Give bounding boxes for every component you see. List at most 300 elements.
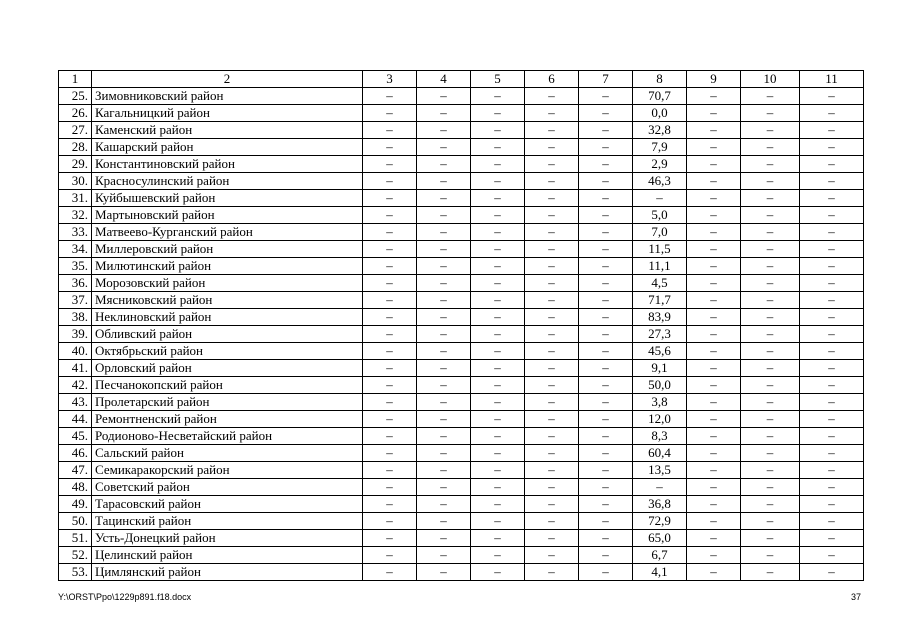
value-cell-col-4: – bbox=[417, 377, 471, 394]
table-row bbox=[59, 156, 864, 173]
value-cell-col-3: – bbox=[363, 445, 417, 462]
value-cell-col-8: 4,5 bbox=[633, 275, 687, 292]
value-cell-col-8: – bbox=[633, 479, 687, 496]
table-row bbox=[59, 377, 864, 394]
value-cell-col-8: 0,0 bbox=[633, 105, 687, 122]
value-cell-col-8: 32,8 bbox=[633, 122, 687, 139]
row-number-cell: 41. bbox=[59, 360, 92, 377]
value-cell-col-8: 65,0 bbox=[633, 530, 687, 547]
value-cell-col-5: – bbox=[471, 530, 525, 547]
value-cell-col-8: 72,9 bbox=[633, 513, 687, 530]
value-cell-col-9: – bbox=[687, 207, 741, 224]
table-row bbox=[59, 547, 864, 564]
value-cell-col-4: – bbox=[417, 224, 471, 241]
table-row bbox=[59, 360, 864, 377]
value-cell-col-11: – bbox=[800, 445, 864, 462]
value-cell-col-10: – bbox=[741, 428, 800, 445]
header-cell-9: 9 bbox=[687, 71, 741, 88]
row-number-cell: 36. bbox=[59, 275, 92, 292]
value-cell-col-9: – bbox=[687, 360, 741, 377]
value-cell-col-9: – bbox=[687, 88, 741, 105]
table-row bbox=[59, 530, 864, 547]
district-name-cell: Мясниковский район bbox=[92, 292, 363, 309]
row-number-cell: 35. bbox=[59, 258, 92, 275]
value-cell-col-3: – bbox=[363, 377, 417, 394]
value-cell-col-10: – bbox=[741, 275, 800, 292]
district-name-cell: Ремонтненский район bbox=[92, 411, 363, 428]
row-number-cell: 46. bbox=[59, 445, 92, 462]
table-row bbox=[59, 105, 864, 122]
value-cell-col-5: – bbox=[471, 190, 525, 207]
value-cell-col-6: – bbox=[525, 462, 579, 479]
value-cell-col-7: – bbox=[579, 88, 633, 105]
value-cell-col-3: – bbox=[363, 530, 417, 547]
value-cell-col-5: – bbox=[471, 496, 525, 513]
footer-page-number: 37 bbox=[850, 592, 861, 602]
value-cell-col-4: – bbox=[417, 496, 471, 513]
value-cell-col-11: – bbox=[800, 547, 864, 564]
value-cell-col-9: – bbox=[687, 496, 741, 513]
value-cell-col-9: – bbox=[687, 411, 741, 428]
value-cell-col-7: – bbox=[579, 411, 633, 428]
district-name-cell: Каменский район bbox=[92, 122, 363, 139]
value-cell-col-11: – bbox=[800, 360, 864, 377]
value-cell-col-6: – bbox=[525, 309, 579, 326]
district-name-cell: Родионово-Несветайский район bbox=[92, 428, 363, 445]
value-cell-col-11: – bbox=[800, 275, 864, 292]
value-cell-col-5: – bbox=[471, 309, 525, 326]
table-row bbox=[59, 326, 864, 343]
value-cell-col-5: – bbox=[471, 479, 525, 496]
district-name-cell: Обливский район bbox=[92, 326, 363, 343]
table-row bbox=[59, 275, 864, 292]
value-cell-col-11: – bbox=[800, 207, 864, 224]
value-cell-col-9: – bbox=[687, 530, 741, 547]
value-cell-col-3: – bbox=[363, 513, 417, 530]
district-name-cell: Зимовниковский район bbox=[92, 88, 363, 105]
value-cell-col-10: – bbox=[741, 496, 800, 513]
value-cell-col-9: – bbox=[687, 377, 741, 394]
district-name-cell: Милютинский район bbox=[92, 258, 363, 275]
value-cell-col-4: – bbox=[417, 479, 471, 496]
district-name-cell: Октябрьский район bbox=[92, 343, 363, 360]
value-cell-col-3: – bbox=[363, 428, 417, 445]
value-cell-col-9: – bbox=[687, 513, 741, 530]
value-cell-col-6: – bbox=[525, 139, 579, 156]
value-cell-col-11: – bbox=[800, 479, 864, 496]
value-cell-col-3: – bbox=[363, 122, 417, 139]
table-row bbox=[59, 462, 864, 479]
value-cell-col-5: – bbox=[471, 513, 525, 530]
value-cell-col-9: – bbox=[687, 309, 741, 326]
header-cell-8: 8 bbox=[633, 71, 687, 88]
value-cell-col-9: – bbox=[687, 564, 741, 581]
header-cell-4: 4 bbox=[417, 71, 471, 88]
value-cell-col-6: – bbox=[525, 224, 579, 241]
value-cell-col-4: – bbox=[417, 343, 471, 360]
value-cell-col-8: 45,6 bbox=[633, 343, 687, 360]
value-cell-col-5: – bbox=[471, 156, 525, 173]
value-cell-col-9: – bbox=[687, 428, 741, 445]
value-cell-col-10: – bbox=[741, 547, 800, 564]
value-cell-col-4: – bbox=[417, 411, 471, 428]
value-cell-col-6: – bbox=[525, 88, 579, 105]
row-number-cell: 53. bbox=[59, 564, 92, 581]
table-row bbox=[59, 292, 864, 309]
row-number-cell: 33. bbox=[59, 224, 92, 241]
value-cell-col-11: – bbox=[800, 377, 864, 394]
value-cell-col-3: – bbox=[363, 207, 417, 224]
value-cell-col-3: – bbox=[363, 156, 417, 173]
value-cell-col-5: – bbox=[471, 173, 525, 190]
value-cell-col-10: – bbox=[741, 564, 800, 581]
table-row bbox=[59, 207, 864, 224]
table-row bbox=[59, 479, 864, 496]
header-cell-11: 11 bbox=[800, 71, 864, 88]
value-cell-col-4: – bbox=[417, 428, 471, 445]
value-cell-col-6: – bbox=[525, 428, 579, 445]
value-cell-col-6: – bbox=[525, 122, 579, 139]
value-cell-col-10: – bbox=[741, 139, 800, 156]
row-number-cell: 45. bbox=[59, 428, 92, 445]
value-cell-col-9: – bbox=[687, 275, 741, 292]
district-name-cell: Советский район bbox=[92, 479, 363, 496]
value-cell-col-5: – bbox=[471, 360, 525, 377]
value-cell-col-5: – bbox=[471, 564, 525, 581]
row-number-cell: 26. bbox=[59, 105, 92, 122]
district-name-cell: Целинский район bbox=[92, 547, 363, 564]
header-cell-6: 6 bbox=[525, 71, 579, 88]
row-number-cell: 51. bbox=[59, 530, 92, 547]
value-cell-col-3: – bbox=[363, 479, 417, 496]
value-cell-col-5: – bbox=[471, 394, 525, 411]
value-cell-col-10: – bbox=[741, 190, 800, 207]
value-cell-col-5: – bbox=[471, 241, 525, 258]
row-number-cell: 34. bbox=[59, 241, 92, 258]
value-cell-col-9: – bbox=[687, 258, 741, 275]
row-number-cell: 50. bbox=[59, 513, 92, 530]
value-cell-col-3: – bbox=[363, 343, 417, 360]
row-number-cell: 44. bbox=[59, 411, 92, 428]
value-cell-col-7: – bbox=[579, 224, 633, 241]
value-cell-col-3: – bbox=[363, 292, 417, 309]
district-name-cell: Константиновский район bbox=[92, 156, 363, 173]
value-cell-col-6: – bbox=[525, 411, 579, 428]
value-cell-col-4: – bbox=[417, 360, 471, 377]
row-number-cell: 42. bbox=[59, 377, 92, 394]
header-cell-7: 7 bbox=[579, 71, 633, 88]
row-number-cell: 52. bbox=[59, 547, 92, 564]
row-number-cell: 47. bbox=[59, 462, 92, 479]
row-number-cell: 48. bbox=[59, 479, 92, 496]
value-cell-col-11: – bbox=[800, 190, 864, 207]
value-cell-col-8: 3,8 bbox=[633, 394, 687, 411]
value-cell-col-8: 7,0 bbox=[633, 224, 687, 241]
value-cell-col-4: – bbox=[417, 241, 471, 258]
table-row bbox=[59, 343, 864, 360]
value-cell-col-7: – bbox=[579, 309, 633, 326]
table-body bbox=[59, 71, 864, 581]
value-cell-col-8: 83,9 bbox=[633, 309, 687, 326]
value-cell-col-8: 13,5 bbox=[633, 462, 687, 479]
value-cell-col-10: – bbox=[741, 343, 800, 360]
header-cell-10: 10 bbox=[741, 71, 800, 88]
district-name-cell: Тарасовский район bbox=[92, 496, 363, 513]
value-cell-col-8: 9,1 bbox=[633, 360, 687, 377]
value-cell-col-7: – bbox=[579, 496, 633, 513]
value-cell-col-6: – bbox=[525, 394, 579, 411]
district-name-cell: Сальский район bbox=[92, 445, 363, 462]
header-cell-2: 2 bbox=[92, 71, 363, 88]
value-cell-col-10: – bbox=[741, 360, 800, 377]
value-cell-col-8: 60,4 bbox=[633, 445, 687, 462]
value-cell-col-11: – bbox=[800, 326, 864, 343]
value-cell-col-8: 6,7 bbox=[633, 547, 687, 564]
table-row bbox=[59, 411, 864, 428]
value-cell-col-6: – bbox=[525, 547, 579, 564]
row-number-cell: 49. bbox=[59, 496, 92, 513]
table-row bbox=[59, 258, 864, 275]
value-cell-col-3: – bbox=[363, 360, 417, 377]
value-cell-col-11: – bbox=[800, 496, 864, 513]
value-cell-col-11: – bbox=[800, 224, 864, 241]
table-row bbox=[59, 564, 864, 581]
value-cell-col-8: 8,3 bbox=[633, 428, 687, 445]
value-cell-col-7: – bbox=[579, 547, 633, 564]
value-cell-col-7: – bbox=[579, 156, 633, 173]
value-cell-col-6: – bbox=[525, 479, 579, 496]
value-cell-col-11: – bbox=[800, 309, 864, 326]
value-cell-col-4: – bbox=[417, 547, 471, 564]
value-cell-col-8: 4,1 bbox=[633, 564, 687, 581]
district-name-cell: Семикаракорский район bbox=[92, 462, 363, 479]
value-cell-col-10: – bbox=[741, 292, 800, 309]
value-cell-col-11: – bbox=[800, 156, 864, 173]
value-cell-col-5: – bbox=[471, 343, 525, 360]
row-number-cell: 25. bbox=[59, 88, 92, 105]
row-number-cell: 40. bbox=[59, 343, 92, 360]
value-cell-col-10: – bbox=[741, 173, 800, 190]
value-cell-col-5: – bbox=[471, 445, 525, 462]
value-cell-col-10: – bbox=[741, 479, 800, 496]
header-cell-1: 1 bbox=[59, 71, 92, 88]
value-cell-col-10: – bbox=[741, 377, 800, 394]
value-cell-col-10: – bbox=[741, 326, 800, 343]
table-row bbox=[59, 241, 864, 258]
value-cell-col-11: – bbox=[800, 241, 864, 258]
value-cell-col-7: – bbox=[579, 445, 633, 462]
value-cell-col-11: – bbox=[800, 292, 864, 309]
value-cell-col-11: – bbox=[800, 394, 864, 411]
value-cell-col-6: – bbox=[525, 156, 579, 173]
value-cell-col-3: – bbox=[363, 309, 417, 326]
value-cell-col-10: – bbox=[741, 445, 800, 462]
value-cell-col-4: – bbox=[417, 309, 471, 326]
value-cell-col-6: – bbox=[525, 445, 579, 462]
row-number-cell: 31. bbox=[59, 190, 92, 207]
row-number-cell: 32. bbox=[59, 207, 92, 224]
value-cell-col-5: – bbox=[471, 88, 525, 105]
value-cell-col-7: – bbox=[579, 139, 633, 156]
district-name-cell: Кагальницкий район bbox=[92, 105, 363, 122]
table-row bbox=[59, 428, 864, 445]
table-row bbox=[59, 445, 864, 462]
value-cell-col-5: – bbox=[471, 462, 525, 479]
value-cell-col-3: – bbox=[363, 564, 417, 581]
table-row bbox=[59, 394, 864, 411]
value-cell-col-3: – bbox=[363, 224, 417, 241]
value-cell-col-4: – bbox=[417, 122, 471, 139]
value-cell-col-6: – bbox=[525, 173, 579, 190]
value-cell-col-3: – bbox=[363, 258, 417, 275]
value-cell-col-5: – bbox=[471, 122, 525, 139]
value-cell-col-5: – bbox=[471, 292, 525, 309]
value-cell-col-3: – bbox=[363, 496, 417, 513]
table-header-row bbox=[59, 71, 864, 88]
value-cell-col-7: – bbox=[579, 479, 633, 496]
value-cell-col-3: – bbox=[363, 105, 417, 122]
row-number-cell: 38. bbox=[59, 309, 92, 326]
value-cell-col-6: – bbox=[525, 326, 579, 343]
value-cell-col-11: – bbox=[800, 428, 864, 445]
value-cell-col-4: – bbox=[417, 207, 471, 224]
value-cell-col-8: 2,9 bbox=[633, 156, 687, 173]
value-cell-col-7: – bbox=[579, 207, 633, 224]
value-cell-col-9: – bbox=[687, 479, 741, 496]
table-row bbox=[59, 122, 864, 139]
table-row bbox=[59, 173, 864, 190]
district-name-cell: Мартыновский район bbox=[92, 207, 363, 224]
value-cell-col-9: – bbox=[687, 224, 741, 241]
value-cell-col-5: – bbox=[471, 224, 525, 241]
row-number-cell: 43. bbox=[59, 394, 92, 411]
value-cell-col-4: – bbox=[417, 258, 471, 275]
value-cell-col-4: – bbox=[417, 530, 471, 547]
value-cell-col-11: – bbox=[800, 343, 864, 360]
value-cell-col-4: – bbox=[417, 156, 471, 173]
value-cell-col-7: – bbox=[579, 190, 633, 207]
value-cell-col-6: – bbox=[525, 377, 579, 394]
value-cell-col-6: – bbox=[525, 207, 579, 224]
value-cell-col-9: – bbox=[687, 326, 741, 343]
value-cell-col-11: – bbox=[800, 564, 864, 581]
value-cell-col-5: – bbox=[471, 105, 525, 122]
value-cell-col-6: – bbox=[525, 241, 579, 258]
value-cell-col-9: – bbox=[687, 292, 741, 309]
value-cell-col-4: – bbox=[417, 445, 471, 462]
district-name-cell: Цимлянский район bbox=[92, 564, 363, 581]
value-cell-col-10: – bbox=[741, 207, 800, 224]
value-cell-col-7: – bbox=[579, 241, 633, 258]
value-cell-col-8: 70,7 bbox=[633, 88, 687, 105]
value-cell-col-8: 36,8 bbox=[633, 496, 687, 513]
value-cell-col-5: – bbox=[471, 377, 525, 394]
value-cell-col-7: – bbox=[579, 343, 633, 360]
value-cell-col-8: 71,7 bbox=[633, 292, 687, 309]
value-cell-col-10: – bbox=[741, 241, 800, 258]
value-cell-col-8: – bbox=[633, 190, 687, 207]
value-cell-col-6: – bbox=[525, 343, 579, 360]
district-name-cell: Кашарский район bbox=[92, 139, 363, 156]
value-cell-col-11: – bbox=[800, 513, 864, 530]
value-cell-col-10: – bbox=[741, 513, 800, 530]
value-cell-col-8: 11,1 bbox=[633, 258, 687, 275]
value-cell-col-9: – bbox=[687, 122, 741, 139]
value-cell-col-3: – bbox=[363, 173, 417, 190]
value-cell-col-10: – bbox=[741, 462, 800, 479]
value-cell-col-3: – bbox=[363, 190, 417, 207]
value-cell-col-10: – bbox=[741, 309, 800, 326]
value-cell-col-5: – bbox=[471, 258, 525, 275]
value-cell-col-10: – bbox=[741, 88, 800, 105]
value-cell-col-6: – bbox=[525, 496, 579, 513]
value-cell-col-5: – bbox=[471, 428, 525, 445]
value-cell-col-7: – bbox=[579, 513, 633, 530]
table-row bbox=[59, 496, 864, 513]
value-cell-col-4: – bbox=[417, 139, 471, 156]
value-cell-col-7: – bbox=[579, 377, 633, 394]
value-cell-col-9: – bbox=[687, 462, 741, 479]
footer-file-path: Y:\ORST\Ppo\1229p891.f18.docx bbox=[58, 592, 192, 602]
value-cell-col-11: – bbox=[800, 530, 864, 547]
value-cell-col-3: – bbox=[363, 326, 417, 343]
district-name-cell: Тацинский район bbox=[92, 513, 363, 530]
district-name-cell: Орловский район bbox=[92, 360, 363, 377]
value-cell-col-7: – bbox=[579, 360, 633, 377]
table-row bbox=[59, 139, 864, 156]
district-name-cell: Усть-Донецкий район bbox=[92, 530, 363, 547]
value-cell-col-4: – bbox=[417, 394, 471, 411]
value-cell-col-5: – bbox=[471, 139, 525, 156]
value-cell-col-5: – bbox=[471, 547, 525, 564]
value-cell-col-9: – bbox=[687, 394, 741, 411]
district-name-cell: Куйбышевский район bbox=[92, 190, 363, 207]
district-table bbox=[58, 70, 864, 581]
value-cell-col-6: – bbox=[525, 292, 579, 309]
value-cell-col-9: – bbox=[687, 139, 741, 156]
district-name-cell: Пролетарский район bbox=[92, 394, 363, 411]
table-row bbox=[59, 224, 864, 241]
value-cell-col-7: – bbox=[579, 530, 633, 547]
value-cell-col-4: – bbox=[417, 462, 471, 479]
value-cell-col-10: – bbox=[741, 411, 800, 428]
district-name-cell: Миллеровский район bbox=[92, 241, 363, 258]
value-cell-col-4: – bbox=[417, 190, 471, 207]
value-cell-col-10: – bbox=[741, 258, 800, 275]
value-cell-col-3: – bbox=[363, 139, 417, 156]
value-cell-col-9: – bbox=[687, 105, 741, 122]
value-cell-col-5: – bbox=[471, 326, 525, 343]
value-cell-col-6: – bbox=[525, 275, 579, 292]
value-cell-col-11: – bbox=[800, 122, 864, 139]
row-number-cell: 39. bbox=[59, 326, 92, 343]
value-cell-col-6: – bbox=[525, 530, 579, 547]
value-cell-col-8: 7,9 bbox=[633, 139, 687, 156]
value-cell-col-7: – bbox=[579, 258, 633, 275]
value-cell-col-10: – bbox=[741, 156, 800, 173]
value-cell-col-3: – bbox=[363, 241, 417, 258]
value-cell-col-7: – bbox=[579, 275, 633, 292]
value-cell-col-4: – bbox=[417, 275, 471, 292]
district-name-cell: Матвеево-Курганский район bbox=[92, 224, 363, 241]
value-cell-col-6: – bbox=[525, 105, 579, 122]
district-name-cell: Красносулинский район bbox=[92, 173, 363, 190]
value-cell-col-5: – bbox=[471, 207, 525, 224]
value-cell-col-7: – bbox=[579, 394, 633, 411]
value-cell-col-9: – bbox=[687, 547, 741, 564]
value-cell-col-5: – bbox=[471, 275, 525, 292]
value-cell-col-7: – bbox=[579, 105, 633, 122]
